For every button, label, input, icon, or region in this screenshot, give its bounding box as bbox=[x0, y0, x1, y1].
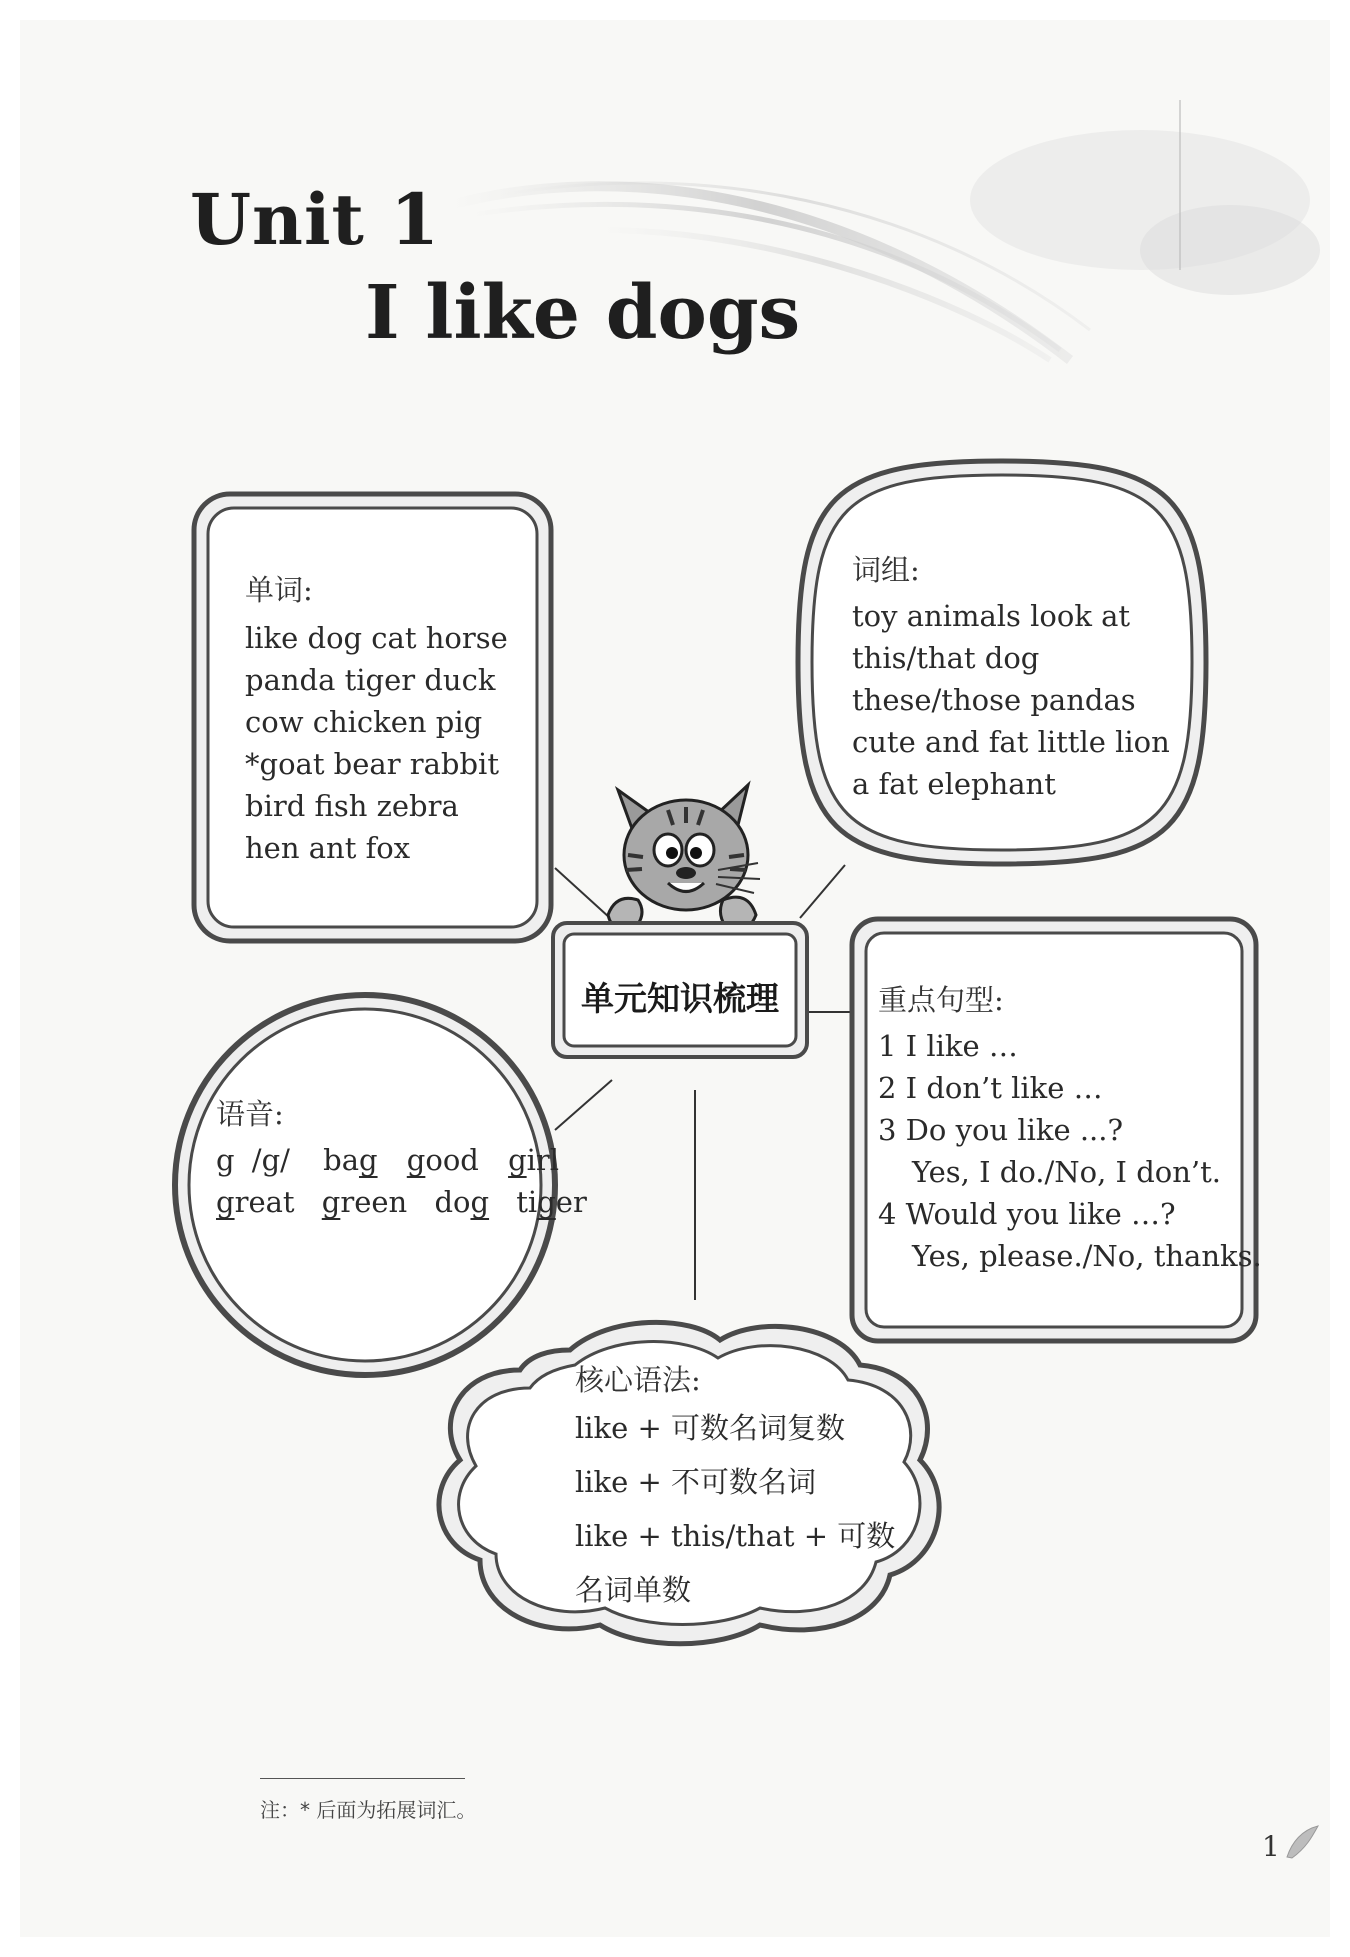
phonics-word: bag bbox=[323, 1143, 378, 1177]
grammar-line: like + 可数名词复数 bbox=[575, 1411, 846, 1445]
words-heading: 单词: bbox=[245, 573, 313, 607]
grammar-line: 名词单数 bbox=[575, 1573, 692, 1607]
grammar-line: like + this/that + 可数 bbox=[575, 1519, 896, 1553]
words-line: like dog cat horse bbox=[245, 621, 508, 655]
sentences-line: Yes, I do./No, I don’t. bbox=[912, 1155, 1222, 1189]
phonics-word: good bbox=[406, 1143, 479, 1177]
phrases-line: these/those pandas bbox=[852, 683, 1136, 717]
sentences-line: 1 I like … bbox=[878, 1029, 1018, 1063]
cat-mascot-icon bbox=[598, 775, 768, 940]
grammar-line: like + 不可数名词 bbox=[575, 1465, 817, 1499]
sentences-line: Yes, please./No, thanks. bbox=[912, 1239, 1262, 1273]
phonics-sound: /g/ bbox=[251, 1143, 290, 1177]
words-line: cow chicken pig bbox=[245, 705, 483, 739]
phrases-line: this/that dog bbox=[852, 641, 1040, 675]
sentences-line: 3 Do you like ...? bbox=[878, 1113, 1124, 1147]
words-line: *goat bear rabbit bbox=[245, 747, 499, 781]
sentences-line: 2 I don’t like … bbox=[878, 1071, 1103, 1105]
phrases-line: a fat elephant bbox=[852, 767, 1056, 801]
phonics-word: girl bbox=[508, 1143, 560, 1177]
phonics-word: great bbox=[216, 1185, 295, 1219]
words-line: panda tiger duck bbox=[245, 663, 496, 697]
phrases-line: cute and fat little lion bbox=[852, 725, 1170, 759]
grammar-heading: 核心语法: bbox=[575, 1363, 701, 1397]
phonics-word: dog bbox=[434, 1185, 490, 1219]
phonics-letter: g bbox=[216, 1143, 235, 1177]
phrases-line: toy animals look at bbox=[852, 599, 1131, 633]
sentences-heading: 重点句型: bbox=[878, 983, 1004, 1017]
phonics-word: green bbox=[321, 1185, 408, 1219]
phonics-line-2 bbox=[216, 1185, 587, 1219]
footnote-rule bbox=[260, 1778, 465, 1779]
page-number: 1 bbox=[1262, 1830, 1280, 1863]
feather-icon bbox=[1282, 1822, 1322, 1862]
footnote: 注：* 后面为拓展词汇。 bbox=[260, 1798, 477, 1822]
words-line: bird fish zebra bbox=[245, 789, 459, 823]
lesson-title: I like dogs bbox=[365, 270, 801, 356]
phonics-heading: 语音: bbox=[216, 1097, 284, 1131]
phonics-line-1 bbox=[216, 1143, 560, 1177]
phonics-word: tiger bbox=[516, 1185, 587, 1219]
words-line: hen ant fox bbox=[245, 831, 411, 865]
phrases-heading: 词组: bbox=[852, 553, 920, 587]
unit-title: Unit 1 bbox=[190, 178, 440, 261]
sentences-line: 4 Would you like …? bbox=[878, 1197, 1176, 1231]
center-label: 单元知识梳理 bbox=[581, 979, 779, 1018]
